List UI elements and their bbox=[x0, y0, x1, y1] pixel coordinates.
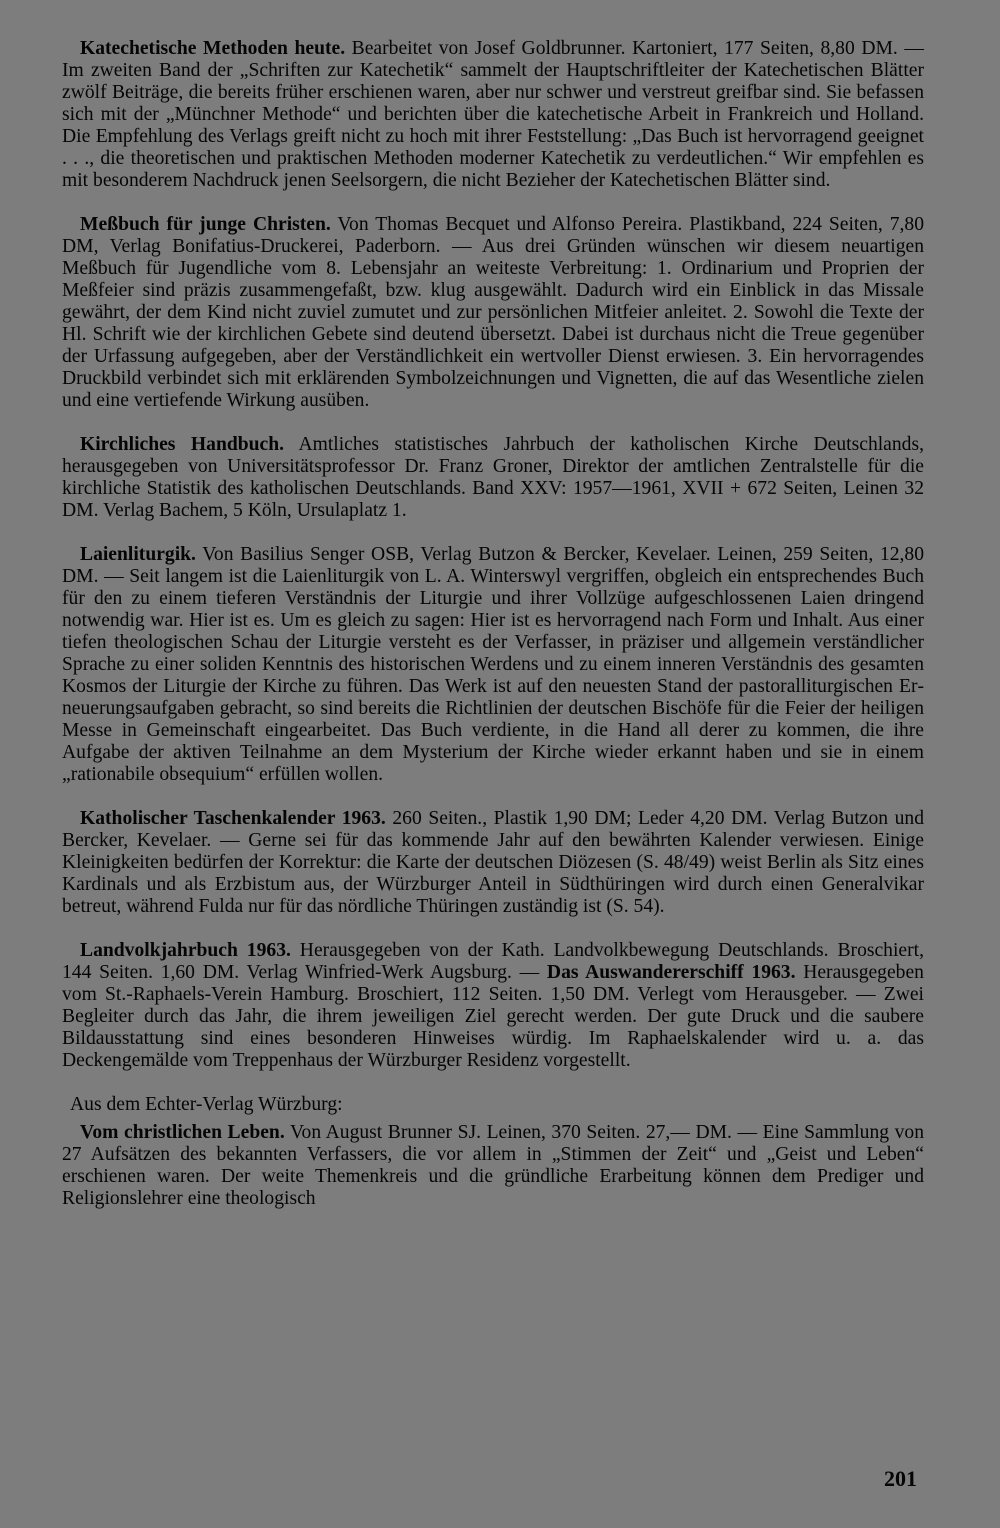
page-number: 201 bbox=[884, 1466, 917, 1491]
review-title-secondary: Das Auswandererschiff 1963. bbox=[546, 962, 796, 983]
review-title: Kirchliches Handbuch. bbox=[80, 434, 285, 455]
review-title: Katholischer Taschenkalender 1963. bbox=[80, 808, 386, 829]
publisher-intro: Aus dem Echter-Verlag Würzburg: bbox=[70, 1094, 343, 1115]
review-body: 260 Seiten., Plastik 1,90 DM; Leder 4,20 DM. Verlag Butzon und Bercker, Kevelaer. — Gerne sei für das kommende Jahr auf den bewährten Kalender verwiesen. Einige Kleinigkeiten bedürfen der Korrektur: die Karte der deutschen Diözesen (S. 48/49) weist Berlin als Sitz eines Kardinals und als Erzbistum aus, der Würzburger Anteil in Südthüringen wird durch einen Generalvikar betreut, während Fulda nur für das nördliche Thüringen zuständig ist (S. 54). bbox=[62, 808, 924, 917]
review-body: Herausgegeben von der Kath. Landvolkbewegung Deutschlands. Broschiert, 144 Seiten. 1,60 DM. Verlag Winfried-Werk Augsburg. — bbox=[62, 940, 924, 983]
review-body: Von August Brunner SJ. Leinen, 370 Seiten. 27,— DM. — Eine Sammlung von 27 Aufsätzen des bekannten Verfassers, die vor allem in „Stimmen der Zeit“ und „Geist und Leben“ erschienen waren. Der weite Themenkreis und die gründliche Erarbeitung können dem Prediger und Religionslehrer eine theologisch bbox=[62, 1122, 924, 1209]
review-title: Katechetische Methoden heute. bbox=[80, 38, 346, 59]
review-title: Vom christlichen Leben. bbox=[80, 1122, 285, 1143]
review-body-secondary: Herausgegeben vom St.-Raphaels-Verein Hamburg. Broschiert, 112 Seiten. 1,50 DM. Verlegt vom Herausgeber. — Zwei Begleiter durch das Jahr, die ihrem jeweiligen Ziel gerecht werden. Der gute Druck und die saubere Bildausstattung sind eines besonderen Hinweises würdig. Im Raphaelskalender wird u. a. das Deckengemälde vom Treppenhaus der Würzburger Residenz vorgestellt. bbox=[62, 962, 924, 1071]
review-body: Amtliches statistisches Jahrbuch der katholischen Kirche Deutschlands, herausgegeben von Universitätsprofessor Dr. Franz Groner, Direktor der amtlichen Zentralstelle für die kirchliche Statistik des katholischen Deutschlands. Band XXV: 1957—1961, XVII + 672 Seiten, Leinen 32 DM. Verlag Bachem, 5 Köln, Ursulaplatz 1. bbox=[62, 434, 924, 521]
review-landvolkjahrbuch bbox=[62, 940, 924, 1072]
review-laienliturgik bbox=[62, 544, 924, 786]
review-title: Laienliturgik. bbox=[80, 544, 196, 565]
review-vom-christlichen-leben bbox=[62, 1122, 924, 1210]
review-messbuch bbox=[62, 214, 924, 412]
review-katechetische-methoden bbox=[62, 38, 924, 192]
review-title: Meßbuch für junge Christen. bbox=[80, 214, 331, 235]
review-body: Von Thomas Becquet und Alfonso Pereira. Plastikband, 224 Seiten, 7,80 DM, Verlag Bonifatius-Druckerei, Paderborn. — Aus drei Gründen wünschen wir diesem neuartigen Meßbuch für Jugendliche vom 8. Lebensjahr an weiteste Verbreitung: 1. Ordinarium und Proprien der Meßfeier sind präzis zusammengefaßt, bzw. klug ausgewählt. Dadurch wird ein Einblick in das Missale gewährt, der dem Kind nicht zuviel zumutet und zur persönlichen Mitfeier anleitet. 2. Sowohl die Texte der Hl. Schrift wie der kirchlichen Gebete sind deutend übersetzt. Dabei ist durchaus nicht die Treue gegenüber der Urfassung aufgegeben, aber der Verständlichkeit ein wertvoller Dienst erwiesen. 3. Ein hervorragendes Druckbild verbindet sich mit erklärenden Symbolzeichnungen und Vignetten, die auf das Wesentliche zielen und eine vertiefende Wirkung ausüben. bbox=[62, 214, 925, 411]
text-column bbox=[62, 38, 924, 1232]
review-taschenkalender bbox=[62, 808, 924, 918]
review-body: Bearbeitet von Josef Goldbrunner. Kartoniert, 177 Seiten, 8,80 DM. — Im zweiten Band der „Schriften zur Katechetik“ sammelt der Hauptschriftleiter der Katechetischen Blätter zwölf Beiträge, die bereits früher erschienen waren, aber nur schwer und verstreut greifbar sind. Sie befassen sich mit der „Münchner Methode“ und berichten über die katechetische Arbeit in Frankreich und Holland. Die Empfehlung des Verlags greift nicht zu hoch mit ihrer Feststellung: „Das Buch ist hervorragend geeignet . . ., die theoretischen und praktischen Methoden moderner Katechetik zu verdeutlichen.“ Wir empfehlen es mit besonderem Nachdruck jenen Seelsorgern, die nicht Bezieher der Katechetischen Blätter sind. bbox=[62, 38, 924, 191]
review-kirchliches-handbuch bbox=[62, 434, 924, 522]
review-body: Von Basilius Senger OSB, Verlag Butzon & Bercker, Kevelaer. Leinen, 259 Seiten, 12,80 DM. — Seit langem ist die Laienliturgik von L. A. Winterswyl vergriffen, obgleich ein entsprechendes Buch für den zu einem tieferen Verständnis der Liturgie und ihrer Vollzüge aufgeschlossenen Laien dringend notwendig war. Hier ist es. Um es gleich zu sagen: Hier ist es hervorragend nach Form und Inhalt. Aus einer tiefen theologischen Schau der Liturgie versteht es der Verfasser, in präziser und allgemein verständlicher Sprache zu einer soliden Kenntnis des historischen Werdens und zu einem inneren Verständnis des gesamten Kosmos der Liturgie der Kirche zu führen. Das Werk ist auf den neuesten Stand der pastoralliturgischen Erneuerungsaufgaben gebracht, so sind bereits die Richtlinien der deutschen Bischöfe für die Feier der heiligen Messe in Gemeinschaft eingearbeitet. Das Buch verdiente, in die Hand all derer zu kommen, die ihre Aufgabe der aktiven Teilnahme an dem Mysterium der Kirche wieder erkannt haben und sie in einem „rationabile obsequium“ erfüllen wollen. bbox=[62, 544, 925, 785]
review-title: Landvolkjahrbuch 1963. bbox=[80, 940, 291, 961]
